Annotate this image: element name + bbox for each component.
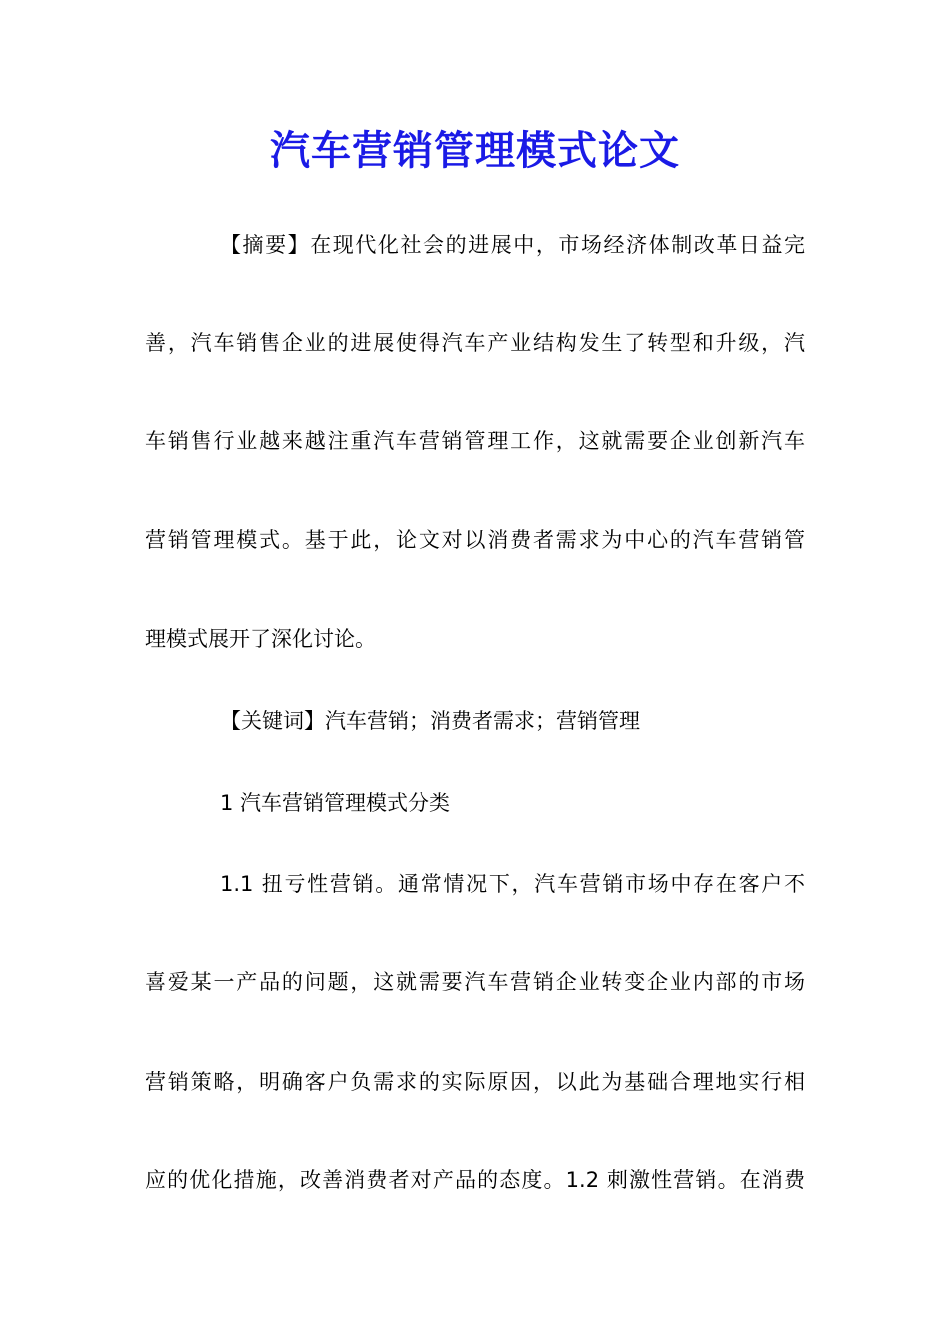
section-line-3: 营销策略，明确客户负需求的实际原因，以此为基础合理地实行相 [145,1070,805,1094]
abstract-line-1: 【摘要】在现代化社会的进展中，市场经济体制改革日益完 [220,233,805,257]
keywords-line: 【关键词】汽车营销；消费者需求；营销管理 [220,709,640,733]
section-heading: 1 汽车营销管理模式分类 [220,791,451,815]
section-line-1: 1.1 扭亏性营销。通常情况下，汽车营销市场中存在客户不 [220,872,805,896]
abstract-line-3: 车销售行业越来越注重汽车营销管理工作，这就需要企业创新汽车 [145,429,805,453]
document-title: 汽车营销管理模式论文 [270,127,680,174]
abstract-line-5: 理模式展开了深化讨论。 [145,627,376,651]
abstract-line-4: 营销管理模式。基于此，论文对以消费者需求为中心的汽车营销管 [145,528,805,552]
section-line-4: 应的优化措施，改善消费者对产品的态度。1.2 刺激性营销。在消费 [145,1168,805,1192]
abstract-line-2: 善，汽车销售企业的进展使得汽车产业结构发生了转型和升级，汽 [145,331,805,355]
section-line-2: 喜爱某一产品的问题，这就需要汽车营销企业转变企业内部的市场 [145,970,805,994]
